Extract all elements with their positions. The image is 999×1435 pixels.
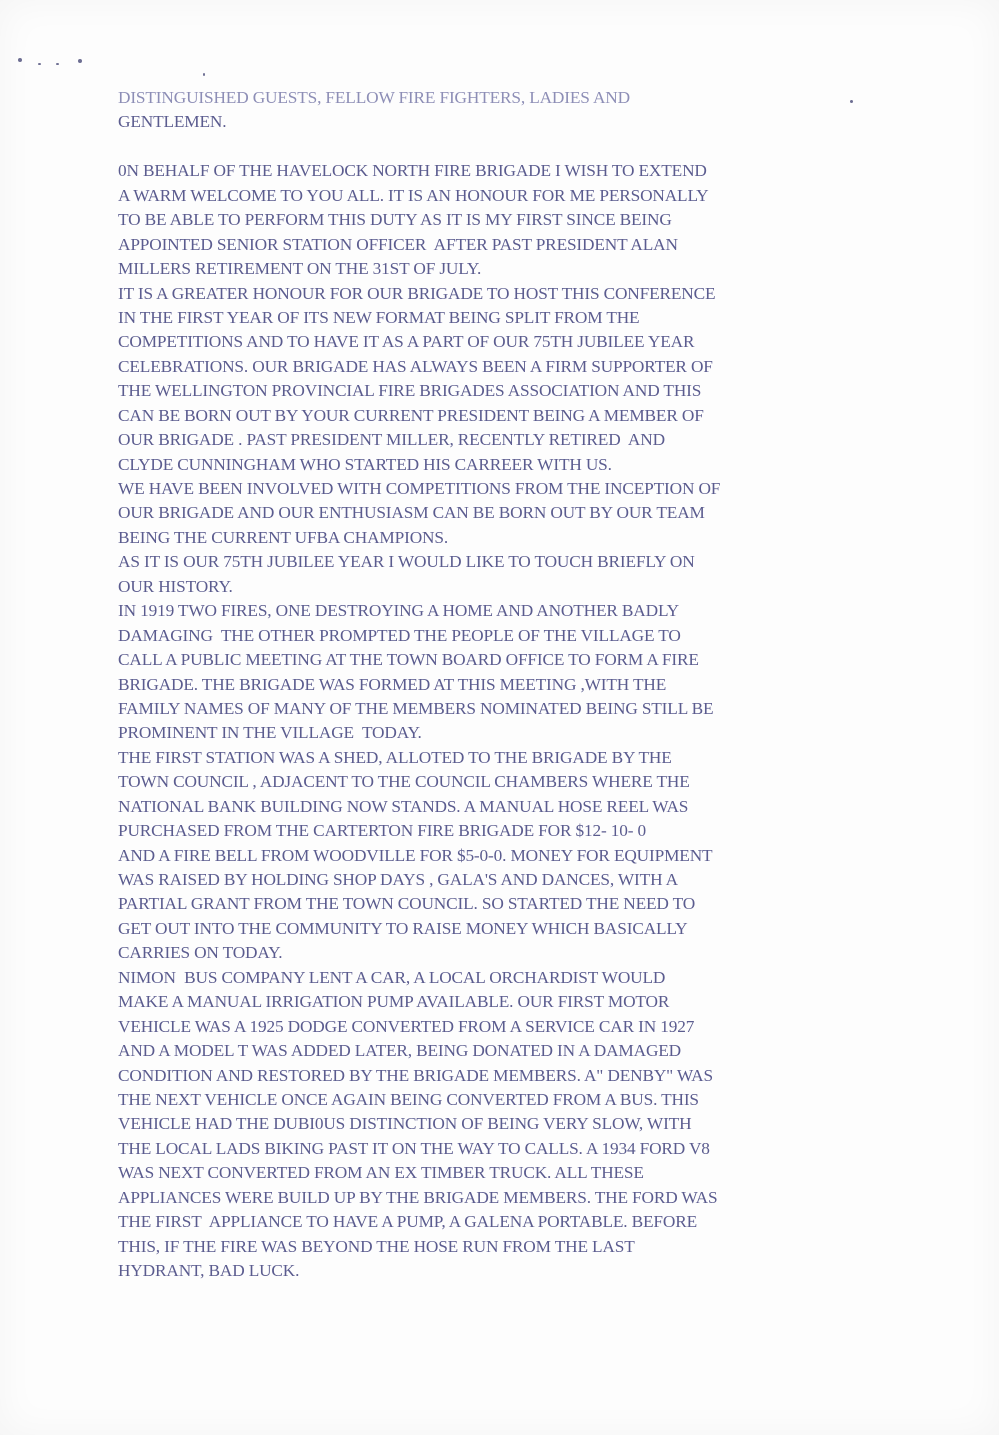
text-line: CAN BE BORN OUT BY YOUR CURRENT PRESIDENT BEING A MEMBER OF: [118, 405, 704, 425]
text-line: THE FIRST APPLIANCE TO HAVE A PUMP, A GALENA PORTABLE. BEFORE: [118, 1212, 697, 1232]
text-line: AS IT IS OUR 75TH JUBILEE YEAR I WOULD LIKE TO TOUCH BRIEFLY ON: [118, 552, 695, 572]
text-line: AND A FIRE BELL FROM WOODVILLE FOR $5-0-0. MONEY FOR EQUIPMENT: [118, 845, 713, 865]
text-line: DISTINGUISHED GUESTS, FELLOW FIRE FIGHTERS, LADIES AND: [118, 88, 630, 107]
ink-speck: [56, 63, 59, 65]
ink-speck: [78, 59, 82, 63]
text-line: GENTLEMEN.: [118, 112, 227, 132]
text-line: CLYDE CUNNINGHAM WHO STARTED HIS CARREER WITH US.: [118, 454, 612, 474]
ink-speck: [203, 73, 205, 76]
paragraph-gap: [118, 135, 878, 159]
text-line: THE FIRST STATION WAS A SHED, ALLOTED TO THE BRIGADE BY THE: [118, 747, 672, 767]
text-line: MAKE A MANUAL IRRIGATION PUMP AVAILABLE. OUR FIRST MOTOR: [118, 992, 670, 1012]
text-line: VEHICLE WAS A 1925 DODGE CONVERTED FROM A SERVICE CAR IN 1927: [118, 1016, 695, 1036]
text-line: BRIGADE. THE BRIGADE WAS FORMED AT THIS MEETING ,WITH THE: [118, 674, 667, 694]
body-paragraph: [118, 159, 878, 1283]
text-line: CONDITION AND RESTORED BY THE BRIGADE MEMBERS. A" DENBY" WAS: [118, 1065, 713, 1085]
text-line: BEING THE CURRENT UFBA CHAMPIONS.: [118, 527, 449, 547]
text-line: IN 1919 TWO FIRES, ONE DESTROYING A HOME AND ANOTHER BADLY: [118, 601, 679, 621]
text-line: CALL A PUBLIC MEETING AT THE TOWN BOARD OFFICE TO FORM A FIRE: [118, 650, 699, 670]
text-line: GET OUT INTO THE COMMUNITY TO RAISE MONEY WHICH BASICALLY: [118, 918, 688, 938]
text-line: DAMAGING THE OTHER PROMPTED THE PEOPLE OF THE VILLAGE TO: [118, 625, 681, 645]
ink-speck: [38, 63, 41, 65]
salutation-paragraph: [118, 86, 878, 135]
text-line: OUR HISTORY.: [118, 576, 233, 596]
text-line: OUR BRIGADE AND OUR ENTHUSIASM CAN BE BORN OUT BY OUR TEAM: [118, 503, 705, 523]
text-line: WAS NEXT CONVERTED FROM AN EX TIMBER TRUCK. ALL THESE: [118, 1163, 644, 1183]
text-line: AND A MODEL T WAS ADDED LATER, BEING DONATED IN A DAMAGED: [118, 1041, 682, 1061]
text-line: APPLIANCES WERE BUILD UP BY THE BRIGADE MEMBERS. THE FORD WAS: [118, 1187, 718, 1207]
text-line: OUR BRIGADE . PAST PRESIDENT MILLER, RECENTLY RETIRED AND: [118, 430, 665, 450]
text-line: WE HAVE BEEN INVOLVED WITH COMPETITIONS FROM THE INCEPTION OF: [118, 479, 721, 498]
text-line: COMPETITIONS AND TO HAVE IT AS A PART OF OUR 75TH JUBILEE YEAR: [118, 332, 695, 352]
text-line: A WARM WELCOME TO YOU ALL. IT IS AN HONOUR FOR ME PERSONALLY: [118, 185, 709, 205]
text-line: CELEBRATIONS. OUR BRIGADE HAS ALWAYS BEEN A FIRM SUPPORTER OF: [118, 356, 713, 376]
text-line: TOWN COUNCIL , ADJACENT TO THE COUNCIL CHAMBERS WHERE THE: [118, 772, 690, 792]
text-line: FAMILY NAMES OF MANY OF THE MEMBERS NOMINATED BEING STILL BE: [118, 698, 714, 718]
text-line: TO BE ABLE TO PERFORM THIS DUTY AS IT IS MY FIRST SINCE BEING: [118, 210, 672, 230]
text-line: WAS RAISED BY HOLDING SHOP DAYS , GALA'S AND DANCES, WITH A: [118, 870, 678, 889]
text-line: THE WELLINGTON PROVINCIAL FIRE BRIGADES ASSOCIATION AND THIS: [118, 381, 702, 401]
text-line: THE NEXT VEHICLE ONCE AGAIN BEING CONVERTED FROM A BUS. THIS: [118, 1089, 699, 1109]
text-line: NIMON BUS COMPANY LENT A CAR, A LOCAL ORCHARDIST WOULD: [118, 967, 666, 987]
text-line: PARTIAL GRANT FROM THE TOWN COUNCIL. SO STARTED THE NEED TO: [118, 894, 696, 914]
text-line: THIS, IF THE FIRE WAS BEYOND THE HOSE RUN FROM THE LAST: [118, 1236, 635, 1256]
text-line: HYDRANT, BAD LUCK.: [118, 1261, 300, 1280]
text-line: 0N BEHALF OF THE HAVELOCK NORTH FIRE BRIGADE I WISH TO EXTEND: [118, 161, 707, 181]
text-line: APPOINTED SENIOR STATION OFFICER AFTER PAST PRESIDENT ALAN: [118, 234, 678, 254]
text-line: IN THE FIRST YEAR OF ITS NEW FORMAT BEING SPLIT FROM THE: [118, 307, 640, 327]
text-line: IT IS A GREATER HONOUR FOR OUR BRIGADE TO HOST THIS CONFERENCE: [118, 283, 716, 303]
text-line: PROMINENT IN THE VILLAGE TODAY.: [118, 723, 422, 743]
ink-speck: [18, 58, 22, 62]
letter-body: [118, 86, 878, 1283]
text-line: VEHICLE HAD THE DUBI0US DISTINCTION OF BEING VERY SLOW, WITH: [118, 1114, 692, 1134]
text-line: THE LOCAL LADS BIKING PAST IT ON THE WAY TO CALLS. A 1934 FORD V8: [118, 1138, 710, 1158]
text-line: MILLERS RETIREMENT ON THE 31ST OF JULY.: [118, 259, 482, 279]
text-line: CARRIES ON TODAY.: [118, 943, 283, 963]
text-line: PURCHASED FROM THE CARTERTON FIRE BRIGADE FOR $12- 10- 0: [118, 821, 647, 841]
text-line: NATIONAL BANK BUILDING NOW STANDS. A MANUAL HOSE REEL WAS: [118, 796, 689, 816]
